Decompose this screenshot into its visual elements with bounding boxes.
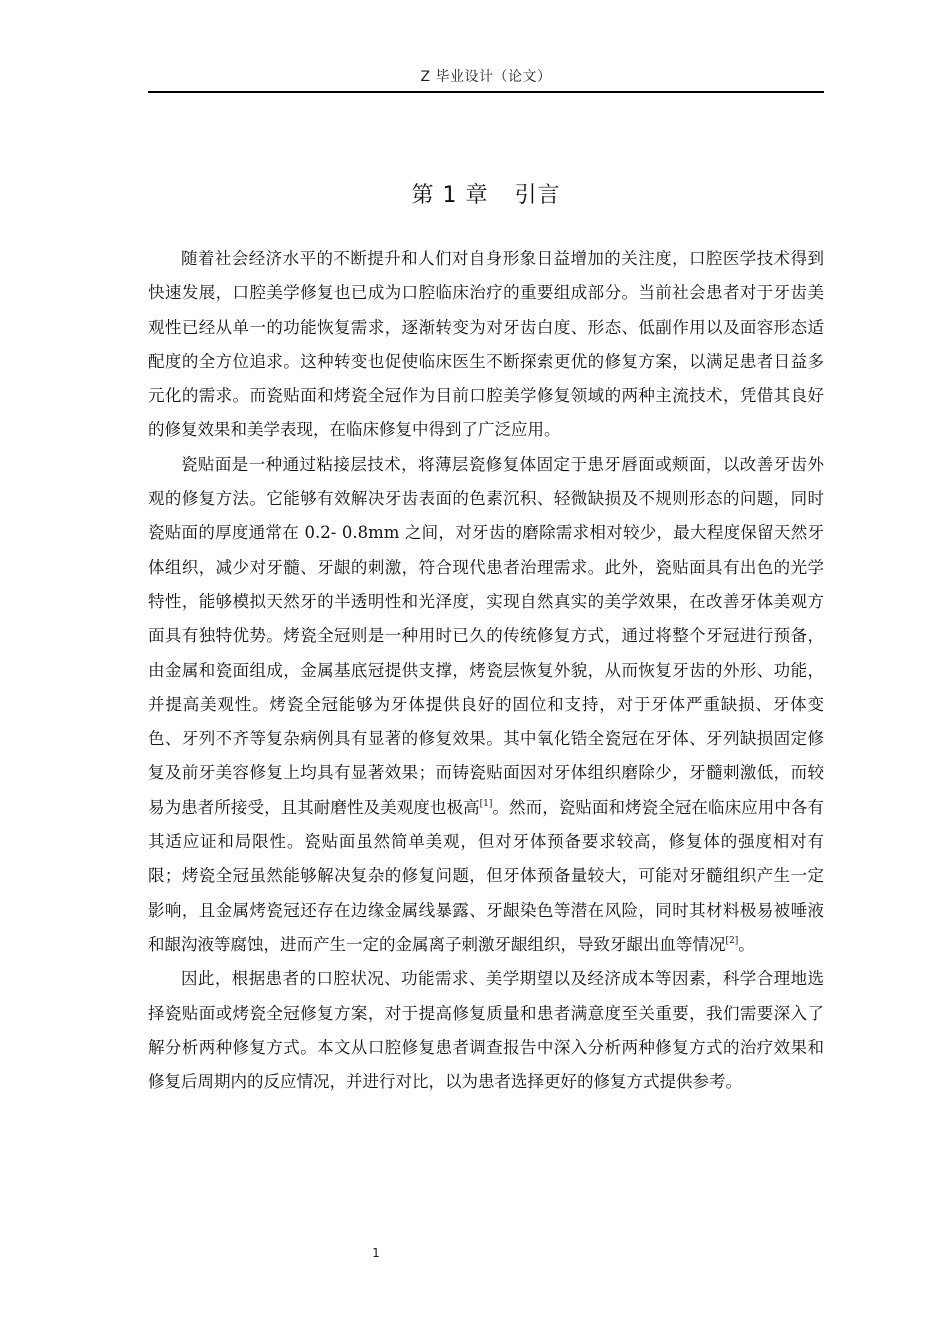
page-header: Z 毕业设计（论文） — [420, 69, 552, 85]
chapter-body — [148, 242, 824, 1099]
paragraph-2-text-b: 。然而，瓷贴面和烤瓷全冠在临床应用中各有其适应证和局限性。瓷贴面虽然简单美观，但对牙体预备要求较高，修复体的强度相对有限；烤瓷全冠虽然能够解决复杂的修复问题，但牙体预备量较大，可能对牙髓组织产生一定影响，且金属烤瓷冠还存在边缘金属线暴露、牙龈染色等潜在风险，同时其材料极易被唾液和龈沟液等腐蚀，进而产生一定的金属离子刺激牙龈组织，导致牙龈出血等情况 — [148, 797, 825, 954]
chapter-number: 第 1 章 — [411, 183, 489, 208]
paragraph-2-text-c: 。 — [738, 934, 755, 954]
paragraph-2-text-a: 瓷贴面是一种通过粘接层技术，将薄层瓷修复体固定于患牙唇面或颊面，以改善牙齿外观的修复方法。它能够有效解决牙齿表面的色素沉积、轻微缺损及不规则形态的问题，同时瓷贴面的厚度通常在 0.2- 0.8mm 之间，对牙齿的磨除需求相对较少，最大程度保留天然牙体组织，减少对牙髓、牙龈的刺激，符合现代患者治理需求。此外，瓷贴面具有出色的光学特性，能够模拟天然牙的半透明性和光泽度，实现自然真实的美学效果，在改善牙体美观方面具有独特优势。烤瓷全冠则是一种用时已久的传统修复方式，通过将整个牙冠进行预备，由金属和瓷面组成，金属基底冠提供支撑，烤瓷层恢复外貌，从而恢复牙齿的外形、功能，并提高美观性。烤瓷全冠能够为牙体提供良好的固位和支持，对于牙体严重缺损、牙体变色、牙列不齐等复杂病例具有显著的修复效果。其中氧化锆全瓷冠在牙体、牙列缺损固定修复及前牙美容修复上均具有显著效果；而铸瓷贴面因对牙体组织磨除少，牙髓刺激低，而较易为患者所接受，且其耐磨性及美观度也极高 — [148, 454, 824, 817]
paragraph-3: 因此，根据患者的口腔状况、功能需求、美学期望以及经济成本等因素，科学合理地选择瓷贴面或烤瓷全冠修复方案，对于提高修复质量和患者满意度至关重要，我们需要深入了解分析两种修复方式。本文从口腔修复患者调查报告中深入分析两种修复方式的治疗效果和修复后周期内的反应情况，并进行对比，以为患者选择更好的修复方式提供参考。 — [148, 969, 824, 1092]
page-number: 1 — [372, 1246, 380, 1260]
paragraph-1: 随着社会经济水平的不断提升和人们对自身形象日益增加的关注度，口腔医学技术得到快速发展，口腔美学修复也已成为口腔临床治疗的重要组成部分。当前社会患者对于牙齿美观性已经从单一的功能恢复需求，逐渐转变为对牙齿白度、形态、低副作用以及面容形态适配度的全方位追求。这种转变也促使临床医生不断探索更优的修复方案，以满足患者日益多元化的需求。而瓷贴面和烤瓷全冠作为目前口腔美学修复领域的两种主流技术，凭借其良好的修复效果和美学表现，在临床修复中得到了广泛应用。 — [148, 249, 824, 440]
citation-1[interactable]: [1] — [479, 798, 493, 809]
paragraph-2 — [148, 448, 824, 962]
chapter-title-text: 引言 — [514, 183, 561, 208]
chapter-heading — [148, 178, 824, 209]
citation-2[interactable]: [2] — [725, 935, 739, 946]
header-divider — [148, 91, 824, 93]
